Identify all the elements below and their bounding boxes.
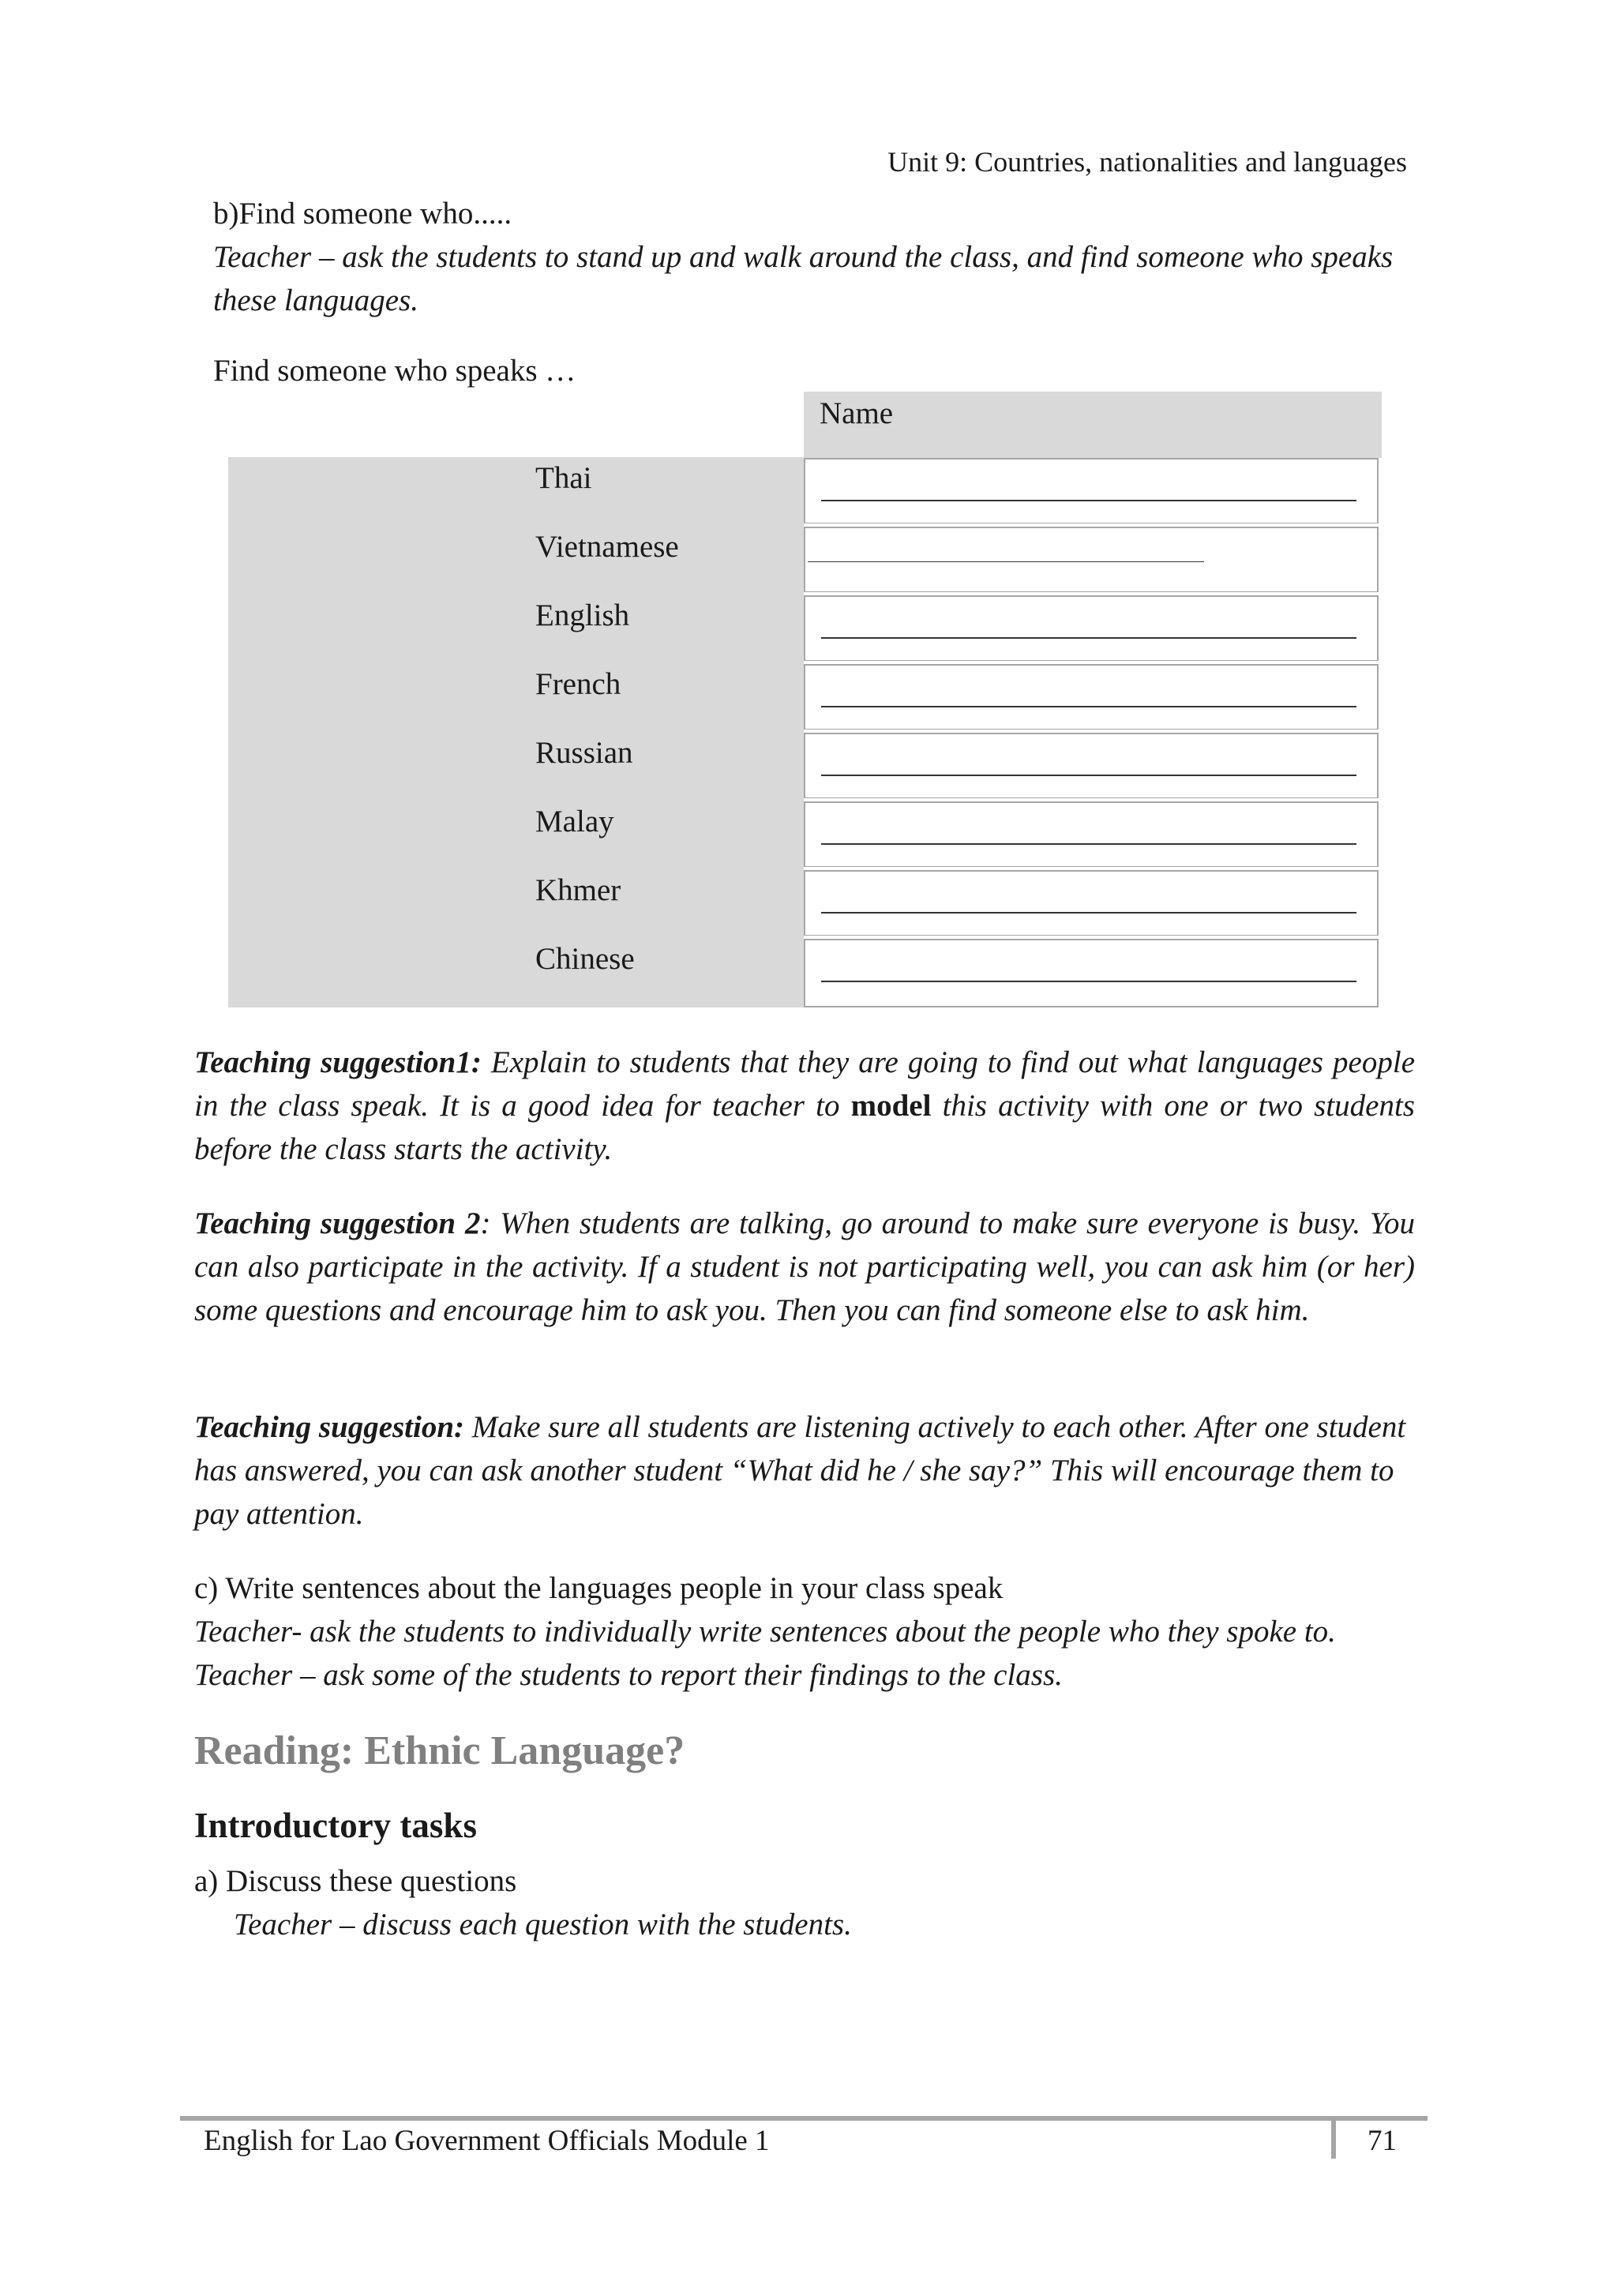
answer-line	[821, 981, 1356, 982]
language-label: Chinese	[535, 942, 635, 976]
teaching-suggestion-2: Teaching suggestion 2: When students are talking, go around to make sure everyone is busy. You can also participate in the activity. If a student is not participating well, you can ask him (or her) some questions and encourage him to ask you. Then you can find someone else to ask him.	[194, 1206, 1416, 1327]
name-field[interactable]	[804, 595, 1379, 661]
introductory-tasks-heading: Introductory tasks	[194, 1806, 477, 1845]
name-field[interactable]	[804, 527, 1379, 592]
name-header-label: Name	[820, 396, 894, 430]
teaching-suggestion-3: Teaching suggestion: Make sure all students are listening actively to each other. After one student has answered, you can ask another student “What did he / she say?” This will encourage them to pay attention.	[194, 1410, 1406, 1531]
answer-line	[821, 637, 1356, 639]
teaching-suggestion-1: Teaching suggestion1: Explain to students that they are going to find out what languages people in the class speak. It is a good idea for teacher to model this activity with one or two students before the class starts the activity.	[194, 1045, 1415, 1166]
section-a-instruction: Teacher – discuss each question with the students.	[234, 1908, 852, 1941]
name-field[interactable]	[804, 664, 1379, 730]
running-header: Unit 9: Countries, nationalities and languages	[887, 146, 1407, 178]
section-b-instruction: Teacher – ask the students to stand up and walk around the class, and find someone who speaks these languages.	[213, 240, 1394, 317]
answer-line	[821, 843, 1356, 845]
name-field[interactable]	[804, 801, 1379, 867]
page-number: 71	[1368, 2125, 1397, 2157]
answer-line	[821, 775, 1356, 776]
section-b	[213, 192, 1405, 322]
name-field[interactable]	[804, 458, 1379, 523]
name-field[interactable]	[804, 733, 1379, 798]
table-lead: Find someone who speaks …	[213, 354, 576, 388]
language-label: English	[535, 598, 630, 632]
section-c	[194, 1566, 1415, 1697]
language-label: Vietnamese	[535, 530, 679, 564]
section-a-title: a) Discuss these questions	[194, 1864, 517, 1898]
name-field[interactable]	[804, 870, 1379, 936]
language-label: Khmer	[535, 873, 621, 907]
name-column-header	[804, 392, 1382, 458]
answer-line	[821, 912, 1356, 914]
language-label: Russian	[535, 736, 633, 770]
language-label: Thai	[535, 461, 592, 495]
footer-divider	[1331, 2119, 1336, 2159]
language-label: French	[535, 667, 621, 701]
answer-line	[821, 706, 1356, 707]
name-field[interactable]	[804, 939, 1379, 1007]
section-b-title: b)Find someone who.....	[213, 197, 512, 231]
language-label: Malay	[535, 805, 614, 838]
section-c-title: c) Write sentences about the languages people in your class speak	[194, 1571, 1004, 1605]
section-c-instruction-2: Teacher – ask some of the students to report their findings to the class.	[194, 1658, 1063, 1692]
reading-heading: Reading: Ethnic Language?	[194, 1728, 685, 1773]
section-c-instruction-1: Teacher- ask the students to individually write sentences about the people who they spoke to.	[194, 1615, 1336, 1649]
footer-rule	[180, 2116, 1428, 2121]
footer-book-title: English for Lao Government Officials Module 1	[204, 2125, 770, 2157]
language-column	[228, 457, 804, 1007]
answer-line	[808, 561, 1204, 562]
answer-line	[821, 500, 1356, 501]
section-a	[194, 1859, 1379, 1946]
